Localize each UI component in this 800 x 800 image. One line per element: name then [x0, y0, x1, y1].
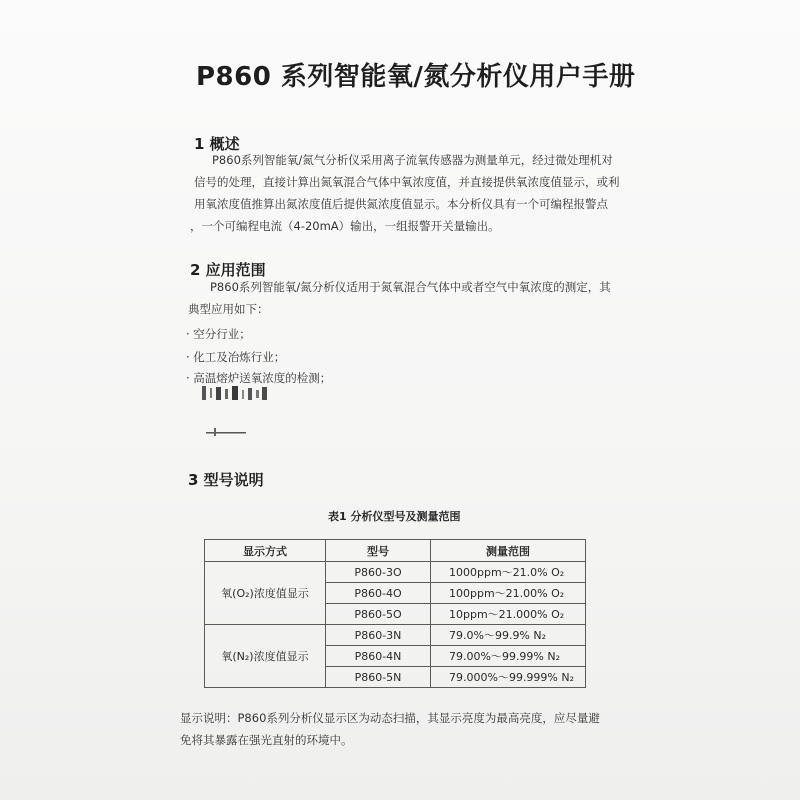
group-label-n2: 氧(N₂)浓度值显示: [205, 625, 326, 688]
range-cell: 1000ppm～21.0% O₂: [431, 562, 586, 583]
range-cell: 79.000%～99.999% N₂: [431, 667, 586, 688]
section-1-line-2: 信号的处理，直接计算出氮氧混合气体中氧浓度值，并直接提供氧浓度值显示，或利: [194, 175, 620, 189]
section-2-heading: 2 应用范围: [190, 261, 266, 279]
column-header-display-mode: 显示方式: [205, 540, 326, 562]
table-row: [205, 625, 586, 646]
display-note-line-1: 显示说明：P860系列分析仪显示区为动态扫描，其显示亮度为最高亮度，应尽量避: [180, 711, 600, 725]
model-range-table: [204, 539, 586, 688]
section-2-line-1: P860系列智能氧/氮分析仪适用于氮氧混合气体中或者空气中氧浓度的测定，其: [210, 280, 611, 294]
model-cell: P860-5O: [326, 604, 431, 625]
column-header-range: 测量范围: [431, 540, 586, 562]
page-title: P860 系列智能氧/氮分析仪用户手册: [196, 62, 636, 92]
section-3-heading: 3 型号说明: [188, 471, 264, 489]
model-cell: P860-3O: [326, 562, 431, 583]
list-item: · 化工及冶炼行业；: [186, 350, 286, 364]
display-note-line-2: 免将其暴露在强光直射的环境中。: [180, 733, 353, 747]
section-1-line-3: 用氧浓度值推算出氮浓度值后提供氮浓度值显示。本分析仪具有一个可编程报警点: [194, 197, 608, 211]
range-cell: 79.00%～99.99% N₂: [431, 646, 586, 667]
table-caption: 表1 分析仪型号及测量范围: [328, 510, 461, 523]
model-cell: P860-5N: [326, 667, 431, 688]
section-1-heading: 1 概述: [194, 135, 240, 153]
column-header-model: 型号: [326, 540, 431, 562]
range-cell: 100ppm～21.00% O₂: [431, 583, 586, 604]
model-cell: P860-4N: [326, 646, 431, 667]
model-cell: P860-3N: [326, 625, 431, 646]
list-item: · 高温熔炉送氧浓度的检测；: [186, 371, 332, 385]
table-header-row: [205, 540, 586, 562]
group-label-o2: 氧(O₂)浓度值显示: [205, 562, 326, 625]
model-cell: P860-4O: [326, 583, 431, 604]
range-cell: 10ppm～21.000% O₂: [431, 604, 586, 625]
section-1-line-4: ，一个可编程电流（4-20mA）输出，一组报警开关量输出。: [190, 219, 500, 233]
section-1-line-1: P860系列智能氧/氮气分析仪采用离子流氧传感器为测量单元，经过微处理机对: [212, 153, 613, 167]
list-item: · 空分行业；: [186, 327, 251, 341]
display-note: [180, 707, 600, 751]
section-2-line-2: 典型应用如下：: [188, 302, 269, 316]
range-cell: 79.0%～99.9% N₂: [431, 625, 586, 646]
scan-smudge: [196, 384, 306, 442]
table-row: [205, 562, 586, 583]
